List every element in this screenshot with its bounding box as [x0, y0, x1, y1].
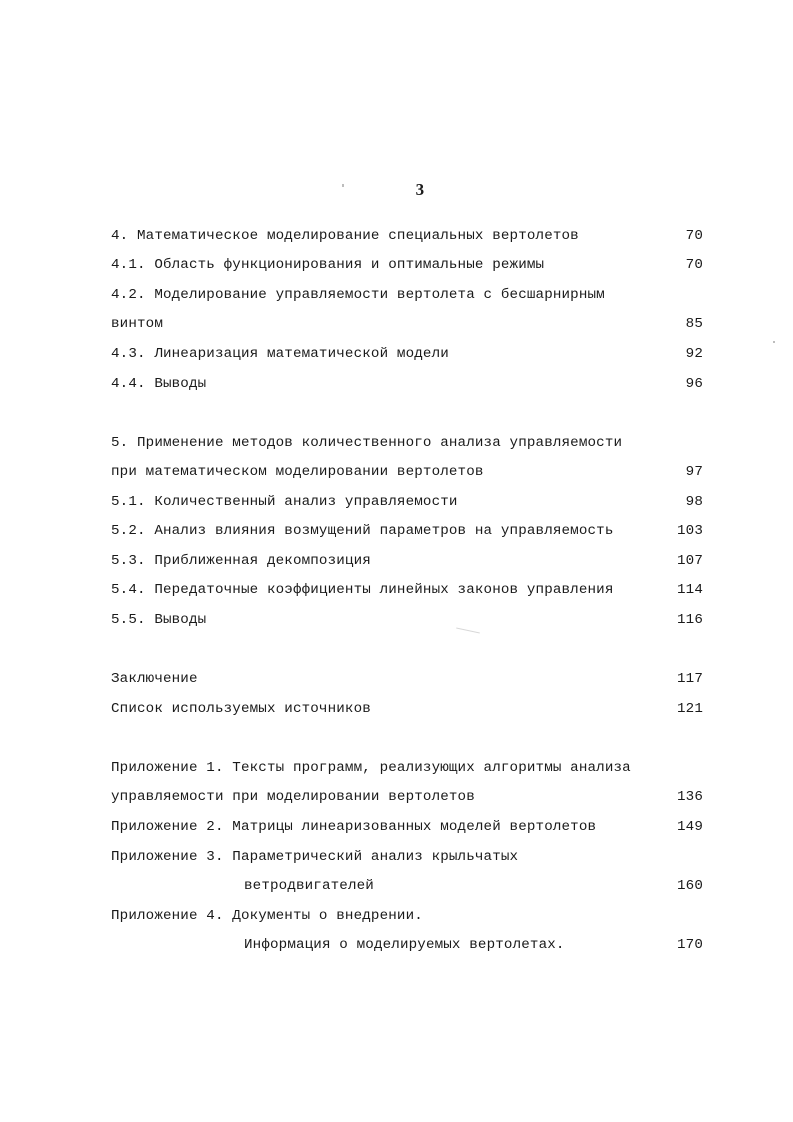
- toc-line: [111, 580, 703, 600]
- toc-line: [111, 374, 703, 394]
- scan-speck: [773, 341, 775, 343]
- toc-line: [111, 758, 703, 778]
- toc-text: Список используемых источников: [111, 701, 371, 717]
- toc-line: [111, 669, 703, 689]
- toc-text: 5.5. Выводы: [111, 612, 207, 628]
- toc-page: 114: [677, 582, 703, 598]
- toc-text: управляемости при моделировании вертолетов: [111, 789, 475, 805]
- toc-text: 4.3. Линеаризация математической модели: [111, 346, 449, 362]
- toc-page: 136: [677, 789, 703, 805]
- toc-line: [111, 521, 703, 541]
- toc-text: 5. Применение методов количественного анализа управляемости: [111, 435, 623, 451]
- toc-text: 4.4. Выводы: [111, 376, 207, 392]
- toc-line: [111, 433, 703, 453]
- toc-text: Приложение 1. Тексты программ, реализующих алгоритмы анализа: [111, 760, 631, 776]
- toc-page: 98: [685, 494, 703, 510]
- toc-text: 5.4. Передаточные коэффициенты линейных законов управления: [111, 582, 614, 598]
- toc-text: при математическом моделировании вертолетов: [111, 464, 484, 480]
- toc-text: Информация о моделируемых вертолетах.: [244, 937, 565, 953]
- toc-line: [111, 226, 703, 246]
- toc-text: 4. Математическое моделирование специальных вертолетов: [111, 228, 579, 244]
- toc-text: ветродвигателей: [244, 878, 374, 894]
- toc-page: 103: [677, 523, 703, 539]
- toc-text: 5.2. Анализ влияния возмущений параметров на управляемость: [111, 523, 614, 539]
- toc-page: 149: [677, 819, 703, 835]
- toc-text: Приложение 4. Документы о внедрении.: [111, 908, 423, 924]
- toc-page: 107: [677, 553, 703, 569]
- scan-speck: [342, 184, 344, 187]
- toc-page: 92: [685, 346, 703, 362]
- toc-page: 70: [685, 257, 703, 273]
- toc-line: [111, 847, 703, 867]
- page-number: 3: [415, 180, 425, 199]
- toc-page: 70: [685, 228, 703, 244]
- toc-line: [111, 876, 703, 896]
- toc-page: 117: [677, 671, 703, 687]
- toc-line: [111, 314, 703, 334]
- toc-text: 4.2. Моделирование управляемости вертолета с бесшарнирным: [111, 287, 605, 303]
- toc-text: Приложение 2. Матрицы линеаризованных моделей вертолетов: [111, 819, 597, 835]
- toc-text: Приложение 3. Параметрический анализ крыльчатых: [111, 849, 519, 865]
- toc-line: [111, 462, 703, 482]
- toc-line: [111, 610, 703, 630]
- toc-line: [111, 344, 703, 364]
- toc-page: 96: [685, 376, 703, 392]
- toc-line: [111, 787, 703, 807]
- toc-page: 121: [677, 701, 703, 717]
- toc-line: [111, 492, 703, 512]
- toc-page: 97: [685, 464, 703, 480]
- toc-line: [111, 906, 703, 926]
- toc-line: [111, 817, 703, 837]
- toc-text: 4.1. Область функционирования и оптимальные режимы: [111, 257, 545, 273]
- toc-line: [111, 699, 703, 719]
- toc-line: [111, 285, 703, 305]
- toc-text: 5.3. Приближенная декомпозиция: [111, 553, 371, 569]
- toc-page: 116: [677, 612, 703, 628]
- toc-text: винтом: [111, 316, 163, 332]
- toc-line: [111, 935, 703, 955]
- toc-line: [111, 255, 703, 275]
- toc-page: 160: [677, 878, 703, 894]
- toc-page: 170: [677, 937, 703, 953]
- toc-page: 85: [685, 316, 703, 332]
- toc-text: 5.1. Количественный анализ управляемости: [111, 494, 458, 510]
- toc-text: Заключение: [111, 671, 198, 687]
- toc-line: [111, 551, 703, 571]
